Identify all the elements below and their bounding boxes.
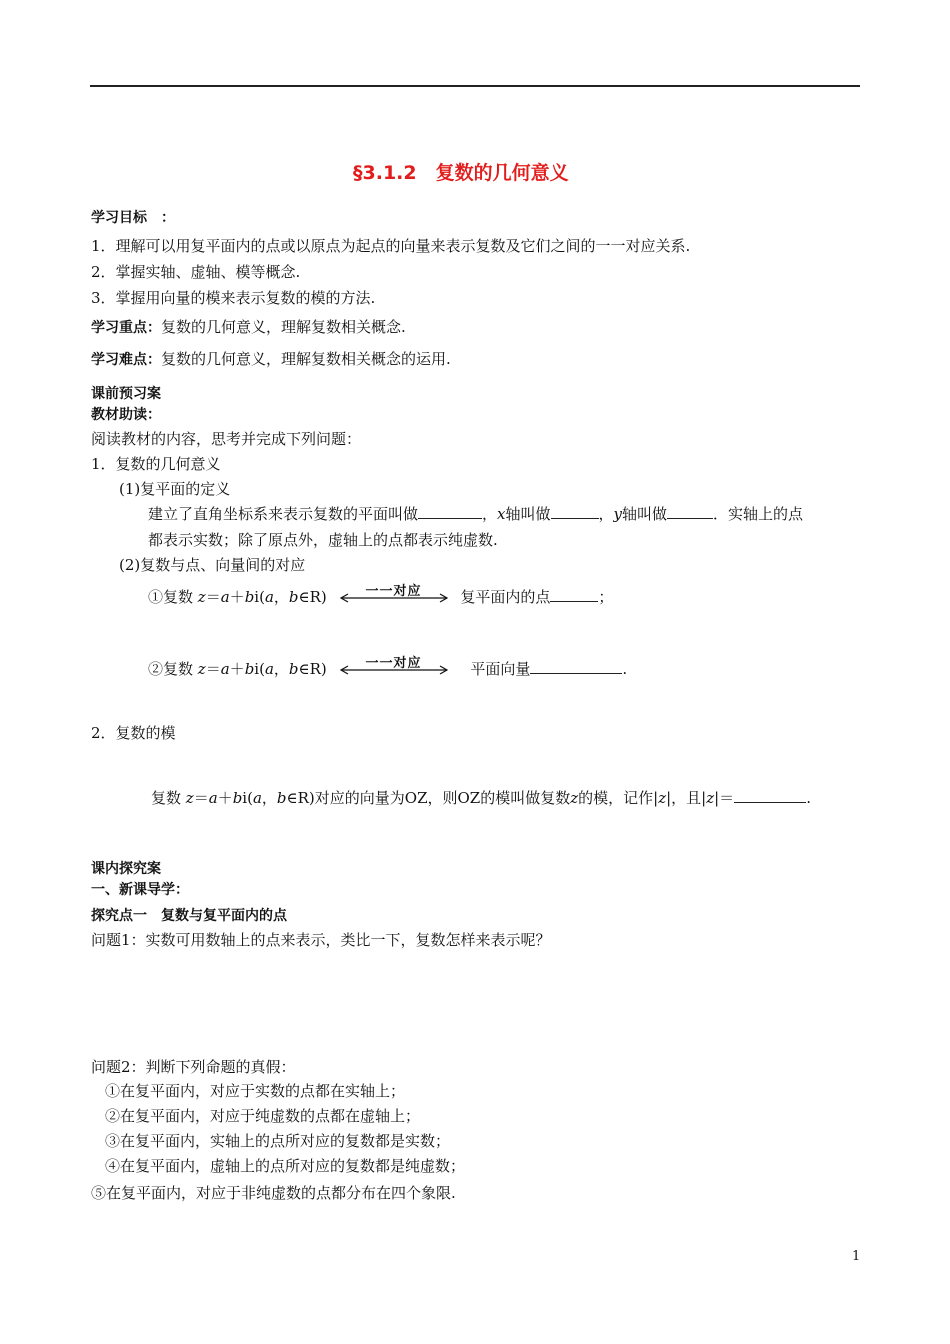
correspondence-target: 复平面内的点 — [460, 588, 551, 606]
definition-text: ， — [598, 505, 614, 523]
comma: ， — [261, 789, 277, 807]
objective-item: 3．掌握用向量的模来表示复数的模的方法. — [91, 289, 376, 307]
key-point — [91, 316, 406, 337]
z-variable: z — [570, 789, 579, 807]
explore-subheading: 一、新课导学： — [91, 882, 189, 898]
modulus-text: 复数 — [151, 789, 182, 807]
b-variable: b — [244, 660, 255, 678]
preview-heading: 课前预习案 — [91, 386, 161, 402]
modulus-text: |，且| — [666, 789, 707, 807]
equals-sign: ＝ — [205, 588, 221, 606]
preview-item-1: 1．复数的几何意义 — [91, 455, 221, 473]
plus-sign: ＋ — [217, 789, 233, 807]
z-variable: z — [706, 789, 715, 807]
definition-text: 轴叫做 — [622, 505, 668, 523]
correspondence-point — [148, 586, 613, 610]
equals-sign: ＝ — [205, 660, 221, 678]
set-membership: ∈R) — [298, 660, 327, 678]
answer-blank[interactable] — [530, 659, 622, 674]
definition-text: 轴叫做 — [505, 505, 551, 523]
set-membership: ∈R) — [286, 789, 315, 807]
a-variable: a — [220, 588, 230, 606]
preview-intro: 阅读教材的内容，思考并完成下列问题： — [91, 430, 362, 448]
correspondence-vector — [148, 658, 627, 682]
punctuation: . — [806, 789, 811, 807]
imaginary-unit: i( — [254, 660, 265, 678]
imaginary-unit: i( — [254, 588, 265, 606]
explore-heading: 课内探究案 — [91, 861, 161, 877]
preview-sub-1: (1)复平面的定义 — [119, 480, 231, 498]
comma: ， — [273, 588, 289, 606]
proposition-item: ⑤在复平面内，对应于非纯虚数的点都分布在四个象限. — [91, 1184, 456, 1202]
modulus-text: 对应的向量为OZ，则OZ的模叫做复数 — [314, 789, 571, 807]
a-variable: a — [252, 789, 262, 807]
z-variable: z — [185, 789, 194, 807]
correspondence-label: ②复数 — [148, 660, 194, 678]
plus-sign: ＋ — [229, 660, 245, 678]
answer-blank[interactable] — [550, 587, 598, 602]
answer-blank[interactable] — [551, 504, 599, 519]
modulus-definition — [151, 787, 811, 808]
header-rule — [90, 85, 860, 87]
a-variable: a — [264, 588, 274, 606]
proposition-item: ①在复平面内，对应于实数的点都在实轴上； — [105, 1082, 406, 1100]
difficult-point — [91, 348, 451, 369]
arrow-label: 一一对应 — [365, 584, 422, 599]
correspondence-target: 平面向量 — [470, 660, 531, 678]
proposition-item: ②在复平面内，对应于纯虚数的点都在虚轴上； — [105, 1107, 421, 1125]
punctuation: . — [622, 660, 628, 678]
b-variable: b — [276, 789, 287, 807]
punctuation: ； — [598, 588, 614, 606]
set-membership: ∈R) — [298, 588, 327, 606]
question-2: 问题2：判断下列命题的真假： — [91, 1058, 296, 1076]
b-variable: b — [288, 660, 299, 678]
definition-text: ．实轴上的点 — [713, 505, 804, 523]
key-point-text: 复数的几何意义，理解复数相关概念. — [161, 318, 406, 336]
x-variable: x — [497, 505, 506, 523]
page-number: 1 — [852, 1249, 861, 1264]
equals-sign: ＝ — [193, 789, 209, 807]
y-variable: y — [613, 505, 623, 523]
b-variable: b — [232, 789, 243, 807]
answer-blank[interactable] — [667, 504, 713, 519]
question-1: 问题1：实数可用数轴上的点来表示，类比一下，复数怎样来表示呢？ — [91, 931, 551, 949]
z-variable: z — [197, 660, 206, 678]
modulus-text: |＝ — [714, 789, 735, 807]
arrow-label: 一一对应 — [365, 656, 422, 671]
definition-text: ， — [482, 505, 498, 523]
difficult-point-label: 学习难点： — [91, 352, 161, 368]
correspondence-label: ①复数 — [148, 588, 194, 606]
a-variable: a — [220, 660, 230, 678]
objective-item: 1．理解可以用复平面内的点或以原点为起点的向量来表示复数及它们之间的一一对应关系. — [91, 237, 691, 255]
bijection-arrow-icon — [338, 658, 450, 682]
b-variable: b — [244, 588, 255, 606]
preview-sub-2: (2)复数与点、向量间的对应 — [119, 556, 306, 574]
bijection-arrow-icon — [338, 586, 450, 610]
answer-blank[interactable] — [418, 504, 482, 519]
complex-plane-definition — [148, 503, 803, 524]
explore-point-1: 探究点一 复数与复平面内的点 — [91, 908, 287, 924]
a-variable: a — [208, 789, 218, 807]
z-variable: z — [197, 588, 206, 606]
page-title: §3.1.2 复数的几何意义 — [353, 162, 569, 184]
preview-subheading: 教材助读： — [91, 407, 161, 423]
proposition-item: ③在复平面内，实轴上的点所对应的复数都是实数； — [105, 1132, 451, 1150]
a-variable: a — [264, 660, 274, 678]
objective-item: 2．掌握实轴、虚轴、模等概念. — [91, 263, 301, 281]
objectives-heading: 学习目标 ： — [91, 210, 175, 226]
proposition-item: ④在复平面内，虚轴上的点所对应的复数都是纯虚数； — [105, 1157, 466, 1175]
plus-sign: ＋ — [229, 588, 245, 606]
comma: ， — [273, 660, 289, 678]
definition-text: 建立了直角坐标系来表示复数的平面叫做 — [148, 505, 419, 523]
imaginary-unit: i( — [242, 789, 253, 807]
modulus-text: 的模，记作| — [578, 789, 659, 807]
difficult-point-text: 复数的几何意义，理解复数相关概念的运用. — [161, 350, 451, 368]
answer-blank[interactable] — [734, 788, 806, 803]
preview-item-2: 2．复数的模 — [91, 724, 176, 742]
z-variable: z — [658, 789, 667, 807]
definition-line-2: 都表示实数；除了原点外，虚轴上的点都表示纯虚数. — [148, 531, 498, 549]
key-point-label: 学习重点： — [91, 320, 161, 336]
b-variable: b — [288, 588, 299, 606]
